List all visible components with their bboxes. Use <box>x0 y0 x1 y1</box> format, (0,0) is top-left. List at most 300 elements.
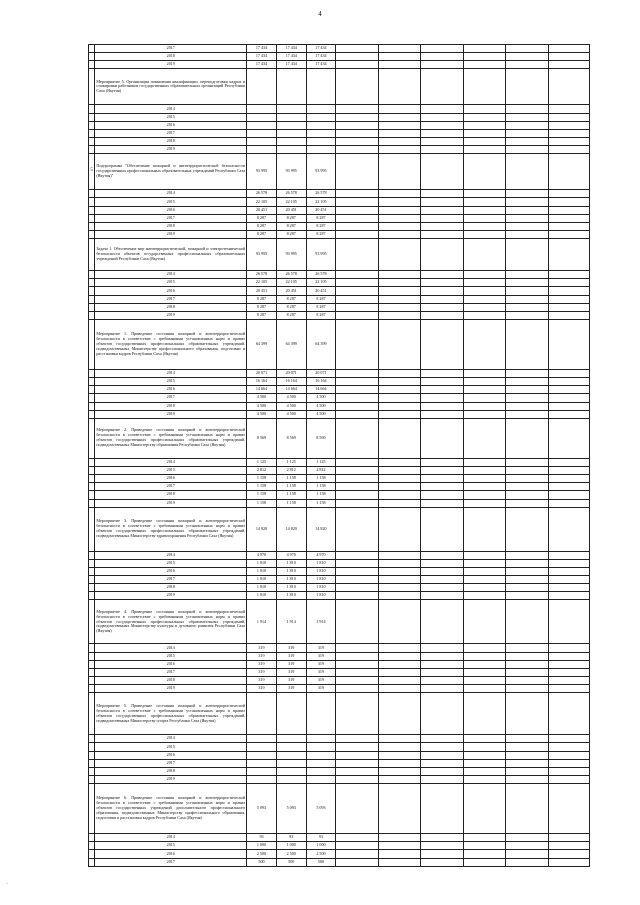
empty-cell <box>506 198 548 206</box>
empty-cell <box>378 743 420 751</box>
year-value: 319 <box>276 677 306 685</box>
year-label: 2016 <box>95 751 247 759</box>
empty-cell <box>421 475 463 483</box>
empty-cell <box>463 693 505 735</box>
empty-cell <box>548 475 589 483</box>
empty-cell <box>463 677 505 685</box>
empty-cell <box>548 190 589 198</box>
year-value: 8 287 <box>306 303 336 311</box>
empty-cell <box>506 600 548 644</box>
empty-cell <box>506 69 548 105</box>
year-value <box>276 751 306 759</box>
budget-table <box>88 44 590 867</box>
year-label: 2016 <box>95 660 247 668</box>
scan-mark: · <box>6 880 9 888</box>
empty-cell <box>336 776 378 784</box>
year-row <box>89 685 590 693</box>
empty-cell <box>336 834 378 842</box>
section-name: Мероприятие 5. Приведение состояния пожарной и антитеррористической безопасности в соответствие с требованиями установленных норм и правил объектов государственных профессиональных образовательных учреждений, подведомственных Министерству спорта Республики Саха (Якутия) <box>95 693 247 735</box>
empty-cell <box>421 121 463 129</box>
year-value <box>247 105 277 113</box>
year-value: 8 287 <box>276 214 306 222</box>
empty-cell <box>548 759 589 767</box>
empty-cell <box>548 378 589 386</box>
year-value: 1 158 <box>276 499 306 507</box>
empty-cell <box>378 735 420 743</box>
total-value: 93 995 <box>247 239 277 271</box>
year-value <box>306 776 336 784</box>
year-value: 1 000 <box>306 842 336 850</box>
empty-cell <box>548 466 589 474</box>
empty-cell <box>378 644 420 652</box>
year-label: 2017 <box>95 759 247 767</box>
empty-cell <box>506 386 548 394</box>
empty-cell <box>336 660 378 668</box>
empty-cell <box>378 491 420 499</box>
total-value: 14 820 <box>306 507 336 551</box>
year-value: 319 <box>306 668 336 676</box>
year-row <box>89 776 590 784</box>
year-value: 8 287 <box>306 311 336 319</box>
empty-cell <box>506 660 548 668</box>
empty-cell <box>336 559 378 567</box>
empty-cell <box>421 644 463 652</box>
section-name: Мероприятие 1. Приведение состояния пожарной и антитеррористической безопасности в соответствие с требованиями установленных норм и правил объектов государственных профессиональных образовательных учреждений, подведомственных Министерству профессионального образования, подготовки и расстановки кадров Республики Саха (Якутия) <box>95 319 247 369</box>
empty-cell <box>463 230 505 238</box>
year-value: 8 287 <box>306 230 336 238</box>
empty-cell <box>378 378 420 386</box>
empty-cell <box>336 222 378 230</box>
empty-cell <box>421 190 463 198</box>
empty-cell <box>548 644 589 652</box>
year-value: 4 500 <box>306 402 336 410</box>
year-value: 1 810 <box>306 592 336 600</box>
empty-cell <box>506 369 548 377</box>
year-value: 8 287 <box>247 214 277 222</box>
empty-cell <box>548 137 589 145</box>
empty-cell <box>463 137 505 145</box>
empty-cell <box>421 378 463 386</box>
year-label: 2017 <box>95 668 247 676</box>
section-name: Мероприятие 6. Приведение состояния пожарной и антитеррористической безопасности в соответствие с требованиями установленных норм и правил объектов государственных учреждений дополнительного профессионального образования, подведомственных Министерству профессионального образования, подготовки и расстановки кадров Республики Саха (Якутия) <box>95 784 247 834</box>
total-value: 64 399 <box>306 319 336 369</box>
year-value <box>306 146 336 154</box>
year-value <box>247 129 277 137</box>
year-value: 26 578 <box>247 190 277 198</box>
year-value: 14 664 <box>306 386 336 394</box>
empty-cell <box>378 834 420 842</box>
year-value: 1 810 <box>247 584 277 592</box>
year-label: 2014 <box>95 735 247 743</box>
empty-cell <box>506 154 548 190</box>
year-value <box>276 776 306 784</box>
year-label: 2015 <box>95 559 247 567</box>
year-value: 1 158 <box>306 475 336 483</box>
empty-cell <box>421 776 463 784</box>
empty-cell <box>421 567 463 575</box>
empty-cell <box>548 551 589 559</box>
year-value <box>306 137 336 145</box>
row-number: 5 <box>89 154 95 190</box>
empty-cell <box>506 137 548 145</box>
year-value: 17 434 <box>276 45 306 53</box>
empty-cell <box>336 418 378 458</box>
year-value <box>276 146 306 154</box>
year-label: 2014 <box>95 834 247 842</box>
empty-cell <box>463 483 505 491</box>
empty-cell <box>378 767 420 775</box>
year-value: 26 578 <box>306 271 336 279</box>
empty-cell <box>548 271 589 279</box>
empty-cell <box>548 600 589 644</box>
year-value: 1 158 <box>276 491 306 499</box>
empty-cell <box>506 751 548 759</box>
empty-cell <box>421 214 463 222</box>
empty-cell <box>336 483 378 491</box>
year-row <box>89 230 590 238</box>
year-row <box>89 491 590 499</box>
empty-cell <box>336 295 378 303</box>
year-label: 2017 <box>95 576 247 584</box>
empty-cell <box>463 644 505 652</box>
empty-cell <box>336 499 378 507</box>
year-label: 2019 <box>95 685 247 693</box>
year-row <box>89 295 590 303</box>
year-value: 22 105 <box>306 198 336 206</box>
empty-cell <box>378 759 420 767</box>
empty-cell <box>421 551 463 559</box>
empty-cell <box>336 53 378 61</box>
year-label: 2019 <box>95 499 247 507</box>
year-value <box>306 743 336 751</box>
year-label: 2015 <box>95 113 247 121</box>
year-row <box>89 61 590 69</box>
empty-cell <box>378 53 420 61</box>
year-value: 2 812 <box>247 466 277 474</box>
empty-cell <box>506 378 548 386</box>
empty-cell <box>548 129 589 137</box>
empty-cell <box>506 105 548 113</box>
year-row <box>89 592 590 600</box>
year-row <box>89 146 590 154</box>
empty-cell <box>463 206 505 214</box>
year-row <box>89 190 590 198</box>
year-label: 2015 <box>95 198 247 206</box>
empty-cell <box>548 693 589 735</box>
empty-cell <box>336 394 378 402</box>
year-label: 2015 <box>95 842 247 850</box>
total-value: 14 820 <box>247 507 277 551</box>
empty-cell <box>506 146 548 154</box>
empty-cell <box>336 311 378 319</box>
year-value: 1 158 <box>276 475 306 483</box>
empty-cell <box>506 592 548 600</box>
empty-cell <box>463 61 505 69</box>
empty-cell <box>506 287 548 295</box>
empty-cell <box>421 271 463 279</box>
empty-cell <box>421 146 463 154</box>
empty-cell <box>463 105 505 113</box>
empty-cell <box>378 685 420 693</box>
empty-cell <box>336 677 378 685</box>
year-value: 26 578 <box>276 271 306 279</box>
empty-cell <box>506 271 548 279</box>
empty-cell <box>463 146 505 154</box>
empty-cell <box>378 584 420 592</box>
year-value: 22 105 <box>306 279 336 287</box>
empty-cell <box>463 113 505 121</box>
empty-cell <box>548 652 589 660</box>
empty-cell <box>548 576 589 584</box>
year-value <box>276 121 306 129</box>
empty-cell <box>378 842 420 850</box>
empty-cell <box>421 53 463 61</box>
year-row <box>89 129 590 137</box>
empty-cell <box>463 834 505 842</box>
empty-cell <box>548 53 589 61</box>
year-value: 1 125 <box>276 458 306 466</box>
year-label: 2015 <box>95 743 247 751</box>
year-value: 8 287 <box>247 303 277 311</box>
year-value: 4 500 <box>276 394 306 402</box>
empty-cell <box>548 834 589 842</box>
year-label: 2018 <box>95 677 247 685</box>
empty-cell <box>336 858 378 866</box>
year-value: 14 664 <box>247 386 277 394</box>
year-value: 1 810 <box>306 567 336 575</box>
year-label: 2017 <box>95 858 247 866</box>
empty-cell <box>463 499 505 507</box>
year-row <box>89 214 590 222</box>
section-name: Мероприятие 3. Приведение состояния пожарной и антитеррористической безопасности в соответствие с требованиями установленных норм и правил объектов государственных профессиональных образовательных учреждений, подведомственных Министерству здравоохранения Республики Саха (Якутия) <box>95 507 247 551</box>
empty-cell <box>336 600 378 644</box>
year-label: 2014 <box>95 551 247 559</box>
empty-cell <box>336 652 378 660</box>
empty-cell <box>548 146 589 154</box>
empty-cell <box>548 386 589 394</box>
empty-cell <box>421 592 463 600</box>
year-value: 4 500 <box>247 410 277 418</box>
year-value <box>276 767 306 775</box>
year-value: 8 287 <box>276 303 306 311</box>
empty-cell <box>463 551 505 559</box>
year-row <box>89 735 590 743</box>
empty-cell <box>336 386 378 394</box>
empty-cell <box>506 491 548 499</box>
empty-cell <box>378 311 420 319</box>
year-value: 500 <box>306 858 336 866</box>
empty-cell <box>336 475 378 483</box>
empty-cell <box>421 660 463 668</box>
empty-cell <box>548 767 589 775</box>
year-row <box>89 45 590 53</box>
year-value <box>276 137 306 145</box>
section-header-row <box>89 69 590 105</box>
empty-cell <box>336 69 378 105</box>
empty-cell <box>421 230 463 238</box>
year-value: 1 810 <box>306 576 336 584</box>
empty-cell <box>336 319 378 369</box>
year-value: 2 812 <box>276 466 306 474</box>
year-value: 319 <box>247 660 277 668</box>
empty-cell <box>506 129 548 137</box>
empty-cell <box>336 759 378 767</box>
empty-cell <box>421 858 463 866</box>
empty-cell <box>506 767 548 775</box>
year-label: 2019 <box>95 592 247 600</box>
year-label: 2015 <box>95 652 247 660</box>
empty-cell <box>336 402 378 410</box>
empty-cell <box>548 776 589 784</box>
empty-cell <box>506 230 548 238</box>
year-value <box>247 743 277 751</box>
empty-cell <box>336 129 378 137</box>
year-row <box>89 767 590 775</box>
year-value: 16 164 <box>276 378 306 386</box>
section-header-row <box>89 600 590 644</box>
empty-cell <box>378 303 420 311</box>
year-value <box>247 146 277 154</box>
year-value: 4 500 <box>247 394 277 402</box>
year-value: 4 500 <box>306 394 336 402</box>
empty-cell <box>421 458 463 466</box>
empty-cell <box>463 759 505 767</box>
empty-cell <box>421 559 463 567</box>
empty-cell <box>336 121 378 129</box>
empty-cell <box>463 850 505 858</box>
empty-cell <box>421 743 463 751</box>
empty-cell <box>463 198 505 206</box>
year-value: 319 <box>276 660 306 668</box>
empty-cell <box>463 402 505 410</box>
year-label: 2018 <box>95 767 247 775</box>
empty-cell <box>548 239 589 271</box>
empty-cell <box>463 584 505 592</box>
year-value: 319 <box>247 685 277 693</box>
year-value: 1 810 <box>306 559 336 567</box>
year-row <box>89 483 590 491</box>
year-row <box>89 198 590 206</box>
year-row <box>89 386 590 394</box>
empty-cell <box>548 668 589 676</box>
empty-cell <box>548 850 589 858</box>
empty-cell <box>421 222 463 230</box>
empty-cell <box>421 311 463 319</box>
year-value: 500 <box>247 858 277 866</box>
empty-cell <box>421 767 463 775</box>
year-value: 1 158 <box>247 483 277 491</box>
empty-cell <box>548 491 589 499</box>
empty-cell <box>548 458 589 466</box>
year-value: 8 287 <box>306 214 336 222</box>
empty-cell <box>463 743 505 751</box>
year-value: 2 500 <box>306 850 336 858</box>
year-value <box>276 129 306 137</box>
year-value: 8 287 <box>306 222 336 230</box>
empty-cell <box>463 668 505 676</box>
year-row <box>89 271 590 279</box>
empty-cell <box>378 271 420 279</box>
year-label: 2018 <box>95 53 247 61</box>
section-header-row <box>89 154 590 190</box>
year-value: 2 812 <box>306 466 336 474</box>
empty-cell <box>378 198 420 206</box>
empty-cell <box>463 222 505 230</box>
empty-cell <box>421 751 463 759</box>
year-value <box>247 121 277 129</box>
year-value: 8 287 <box>276 295 306 303</box>
empty-cell <box>463 660 505 668</box>
empty-cell <box>336 567 378 575</box>
empty-cell <box>506 668 548 676</box>
empty-cell <box>463 491 505 499</box>
empty-cell <box>506 677 548 685</box>
year-row <box>89 458 590 466</box>
year-label: 2018 <box>95 137 247 145</box>
year-value: 26 578 <box>247 271 277 279</box>
total-value: 14 820 <box>276 507 306 551</box>
empty-cell <box>421 45 463 53</box>
empty-cell <box>463 466 505 474</box>
empty-cell <box>463 239 505 271</box>
year-value <box>306 113 336 121</box>
year-value: 20 451 <box>276 206 306 214</box>
empty-cell <box>378 850 420 858</box>
empty-cell <box>548 45 589 53</box>
empty-cell <box>336 584 378 592</box>
empty-cell <box>378 113 420 121</box>
empty-cell <box>548 784 589 834</box>
empty-cell <box>421 61 463 69</box>
empty-cell <box>463 295 505 303</box>
empty-cell <box>378 369 420 377</box>
empty-cell <box>421 784 463 834</box>
empty-cell <box>336 214 378 222</box>
year-label: 2015 <box>95 466 247 474</box>
empty-cell <box>336 685 378 693</box>
total-value: 5 093 <box>306 784 336 834</box>
empty-cell <box>463 685 505 693</box>
empty-cell <box>548 567 589 575</box>
empty-cell <box>463 842 505 850</box>
empty-cell <box>506 319 548 369</box>
year-value: 319 <box>306 644 336 652</box>
year-value: 8 287 <box>247 295 277 303</box>
section-header-row <box>89 319 590 369</box>
empty-cell <box>548 214 589 222</box>
empty-cell <box>506 222 548 230</box>
empty-cell <box>421 584 463 592</box>
empty-cell <box>548 858 589 866</box>
empty-cell <box>463 475 505 483</box>
empty-cell <box>548 592 589 600</box>
year-value: 22 105 <box>247 198 277 206</box>
year-value <box>247 113 277 121</box>
empty-cell <box>378 45 420 53</box>
empty-cell <box>506 499 548 507</box>
total-value <box>306 69 336 105</box>
empty-cell <box>336 230 378 238</box>
year-row <box>89 576 590 584</box>
year-label: 2015 <box>95 279 247 287</box>
year-label: 2017 <box>95 214 247 222</box>
empty-cell <box>378 295 420 303</box>
empty-cell <box>336 743 378 751</box>
year-value <box>276 735 306 743</box>
empty-cell <box>548 483 589 491</box>
empty-cell <box>548 311 589 319</box>
empty-cell <box>421 850 463 858</box>
